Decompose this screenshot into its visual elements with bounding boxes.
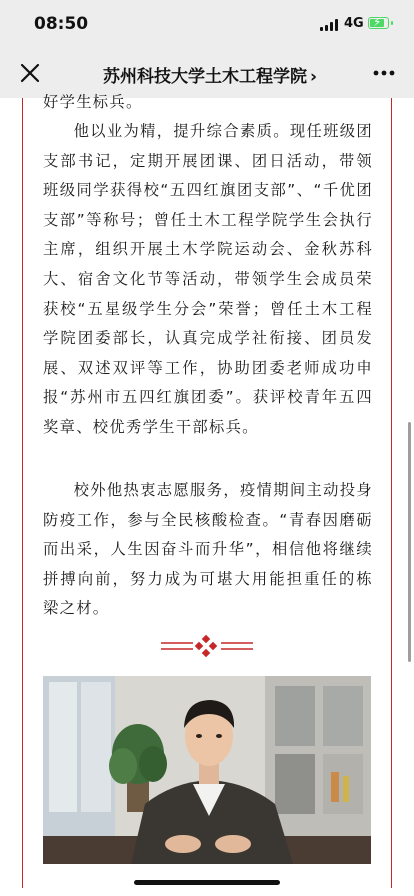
- home-indicator[interactable]: [134, 880, 280, 885]
- portrait-illustration: [43, 676, 371, 864]
- more-dots-icon: [370, 62, 398, 84]
- portrait-photo[interactable]: [43, 676, 371, 864]
- more-button[interactable]: [370, 62, 398, 84]
- account-title-link[interactable]: [90, 62, 330, 87]
- paragraph-achievements: 他以业为精，提升综合素质。现任班级团支部书记，定期开展团课、团日活动，带领班级同学获得校“五四红旗团支部”、“千优团支部”等称号；曾任土木工程学院学生会执行主席，组织开展土木学院运动会、金秋苏科大、宿舍文化节等活动，带领学生会成员荣获校“五星级学生分会”荣誉；曾任土木工程学院团委部长，认真完成学社衔接、团员发展、双述双评等工作，协助团委老师成功申报“苏州市五四红旗团委”。获评校青年五四奖章、校优秀学生干部标兵。: [43, 122, 373, 436]
- signal-icon: [320, 19, 340, 31]
- diamond-ornament-icon: [155, 634, 259, 658]
- chevron-right-icon: ›: [309, 67, 317, 87]
- status-bar: [0, 0, 414, 48]
- battery-cap: [391, 21, 393, 25]
- charging-icon: ⚡: [373, 15, 382, 29]
- close-button[interactable]: [16, 59, 44, 87]
- account-name: 苏州科技大学土木工程学院: [102, 67, 307, 87]
- network-label: 4G: [344, 16, 364, 31]
- paragraph-volunteer: 校外他热衷志愿服务，疫情期间主动投身防疫工作，参与全民核酸检查。“青春因磨砺而出采，人生因奋斗而升华”，相信他将继续拼搏向前，努力成为可堪大用能担重任的栋梁之材。: [43, 481, 373, 618]
- close-icon: [16, 59, 44, 87]
- status-time: 08:50: [34, 14, 89, 34]
- section-divider: [155, 634, 259, 658]
- scroll-indicator[interactable]: [408, 422, 411, 662]
- paragraph-intro-end: 好学生标兵。: [43, 93, 143, 111]
